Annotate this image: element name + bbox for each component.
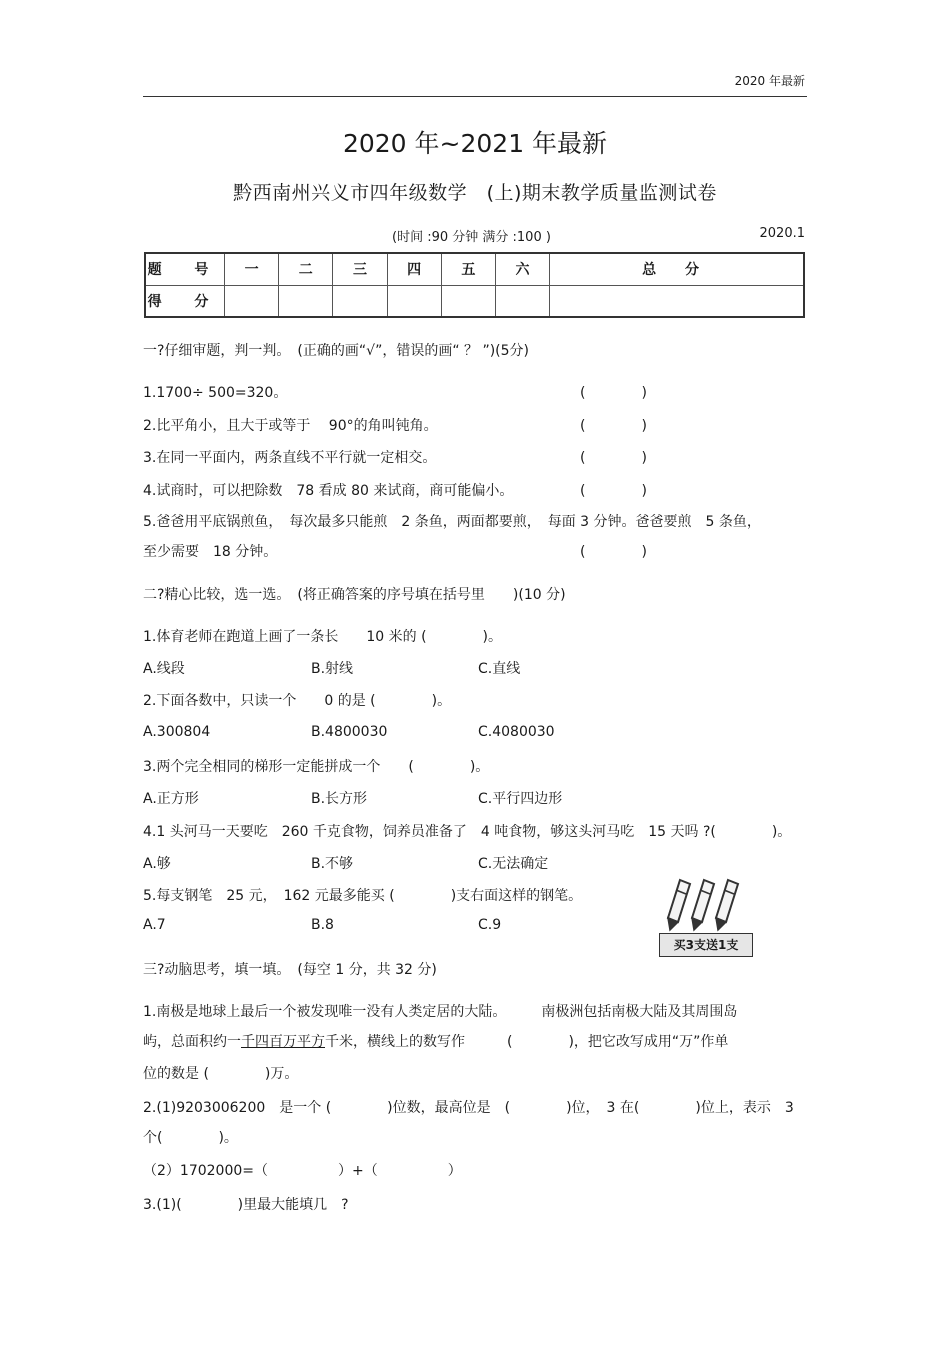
s3-question-1-line3: 位的数是 ( )万。: [143, 1066, 299, 1082]
score-col-total: 总 分: [550, 253, 804, 285]
header-divider: [143, 96, 807, 97]
s1-question-3: 3.在同一平面内，两条直线不平行就一定相交。: [143, 450, 437, 466]
section2-heading: 二?精心比较，选一选。 (将正确答案的序号填在括号里 )(10 分): [143, 587, 566, 603]
score-cell: [333, 285, 387, 317]
s1-question-5-cont: 至少需要 18 分钟。: [143, 544, 278, 560]
score-col-4: 四: [387, 253, 441, 285]
s2-q2-option-a: A.300804: [143, 724, 211, 740]
s1-answer-paren-5: ( ): [580, 544, 647, 560]
s2-question-2: 2.下面各数中，只读一个 0 的是 ( )。: [143, 693, 452, 709]
page-header-text: 2020 年最新: [734, 74, 805, 88]
score-cell: [225, 285, 279, 317]
section1-heading: 一?仔细审题，判一判。 (正确的画“√”，错误的画“ ？ ”)(5分): [143, 343, 530, 359]
score-cell: [279, 285, 333, 317]
score-cell: [495, 285, 549, 317]
score-col-6: 六: [495, 253, 549, 285]
pen-icon: [692, 880, 714, 922]
section3-heading: 三?动脑思考，填一填。 (每空 1 分，共 32 分): [143, 962, 437, 978]
score-table-header-row: [145, 253, 804, 285]
s2-q1-option-c: C.直线: [478, 661, 521, 677]
score-cell: [441, 285, 495, 317]
s1-question-5: 5.爸爸用平底锅煎鱼， 每次最多只能煎 2 条鱼，两面都要煎， 每面 3 分钟。爸爸要煎 5 条鱼，: [143, 514, 761, 530]
s2-question-3: 3.两个完全相同的梯形一定能拼成一个 ( )。: [143, 759, 490, 775]
exam-date: 2020.1: [759, 226, 805, 241]
s1-answer-paren-1: ( ): [580, 385, 647, 401]
s2-q2-option-b: B.4800030: [311, 724, 388, 740]
s2-q5-option-b: B.8: [311, 917, 334, 933]
s3-q1-text-pre: 屿，总面积约一: [143, 1034, 241, 1050]
score-col-3: 三: [333, 253, 387, 285]
s2-q1-option-a: A.线段: [143, 661, 185, 677]
s1-question-4: 4.试商时，可以把除数 78 看成 80 来试商，商可能偏小。: [143, 483, 514, 499]
pen-offer-label: 买3支送1支: [659, 933, 753, 957]
s1-answer-paren-4: ( ): [580, 483, 647, 499]
score-cell: [387, 285, 441, 317]
s3-question-2-line1: 2.(1)9203006200 是一个 ( )位数，最高位是 ( )位， 3 在( )位上，表示 3: [143, 1100, 794, 1116]
s2-question-4: 4.1 头河马一天要吃 260 千克食物，饲养员准备了 4 吨食物，够这头河马吃 15 天吗 ?( )。: [143, 824, 792, 840]
s2-q2-option-c: C.4080030: [478, 724, 555, 740]
s2-q4-option-c: C.无法确定: [478, 856, 549, 872]
s2-q4-option-b: B.不够: [311, 856, 354, 872]
score-col-5: 五: [441, 253, 495, 285]
score-cell: [550, 285, 804, 317]
score-table-score-row: [145, 285, 804, 317]
score-row-label-score: 得 分: [145, 285, 225, 317]
time-score-info: (时间 :90 分钟 满分 :100 ): [392, 230, 551, 245]
s2-q3-option-c: C.平行四边形: [478, 791, 563, 807]
score-table: [144, 252, 805, 318]
score-col-1: 一: [225, 253, 279, 285]
score-col-2: 二: [279, 253, 333, 285]
s2-q3-option-b: B.长方形: [311, 791, 368, 807]
s2-q3-option-a: A.正方形: [143, 791, 199, 807]
s2-question-5: 5.每支钢笔 25 元， 162 元最多能买 ( )支右面这样的钢笔。: [143, 888, 583, 904]
s3-question-3-line1: 3.(1)( )里最大能填几 ?: [143, 1197, 349, 1213]
pen-icon: [716, 880, 738, 922]
s3-q1-text-post: 千米，横线上的数写作 ( )，把它改写成用“万”作单: [325, 1034, 729, 1050]
s3-question-1-line1: 1.南极是地球上最后一个被发现唯一没有人类定居的大陆。 南极洲包括南极大陆及其周围岛: [143, 1004, 738, 1020]
pen-icon: [668, 880, 690, 922]
s1-answer-paren-3: ( ): [580, 450, 647, 466]
s2-q4-option-a: A.够: [143, 856, 171, 872]
s1-answer-paren-2: ( ): [580, 418, 647, 434]
s2-question-1: 1.体育老师在跑道上画了一条长 10 米的 ( )。: [143, 629, 502, 645]
s1-question-1: 1.1700÷ 500=320。: [143, 385, 288, 401]
s1-question-2: 2.比平角小，且大于或等于 90°的角叫钝角。: [143, 418, 438, 434]
s3-question-2-line2: 个( )。: [143, 1130, 238, 1146]
s3-question-1-line2: [143, 1031, 728, 1051]
s2-q1-option-b: B.射线: [311, 661, 354, 677]
s2-q5-option-c: C.9: [478, 917, 502, 933]
page-title: 2020 年~2021 年最新: [342, 129, 608, 158]
score-row-label-number: 题 号: [145, 253, 225, 285]
s3-q1-underlined-number: 千四百万平方: [241, 1034, 325, 1050]
page-subtitle: 黔西南州兴义市四年级数学 (上)期末教学质量监测试卷: [233, 182, 717, 204]
s3-question-2-part2: （2）1702000=（ ）+（ ）: [143, 1163, 462, 1179]
s2-q5-option-a: A.7: [143, 917, 166, 933]
